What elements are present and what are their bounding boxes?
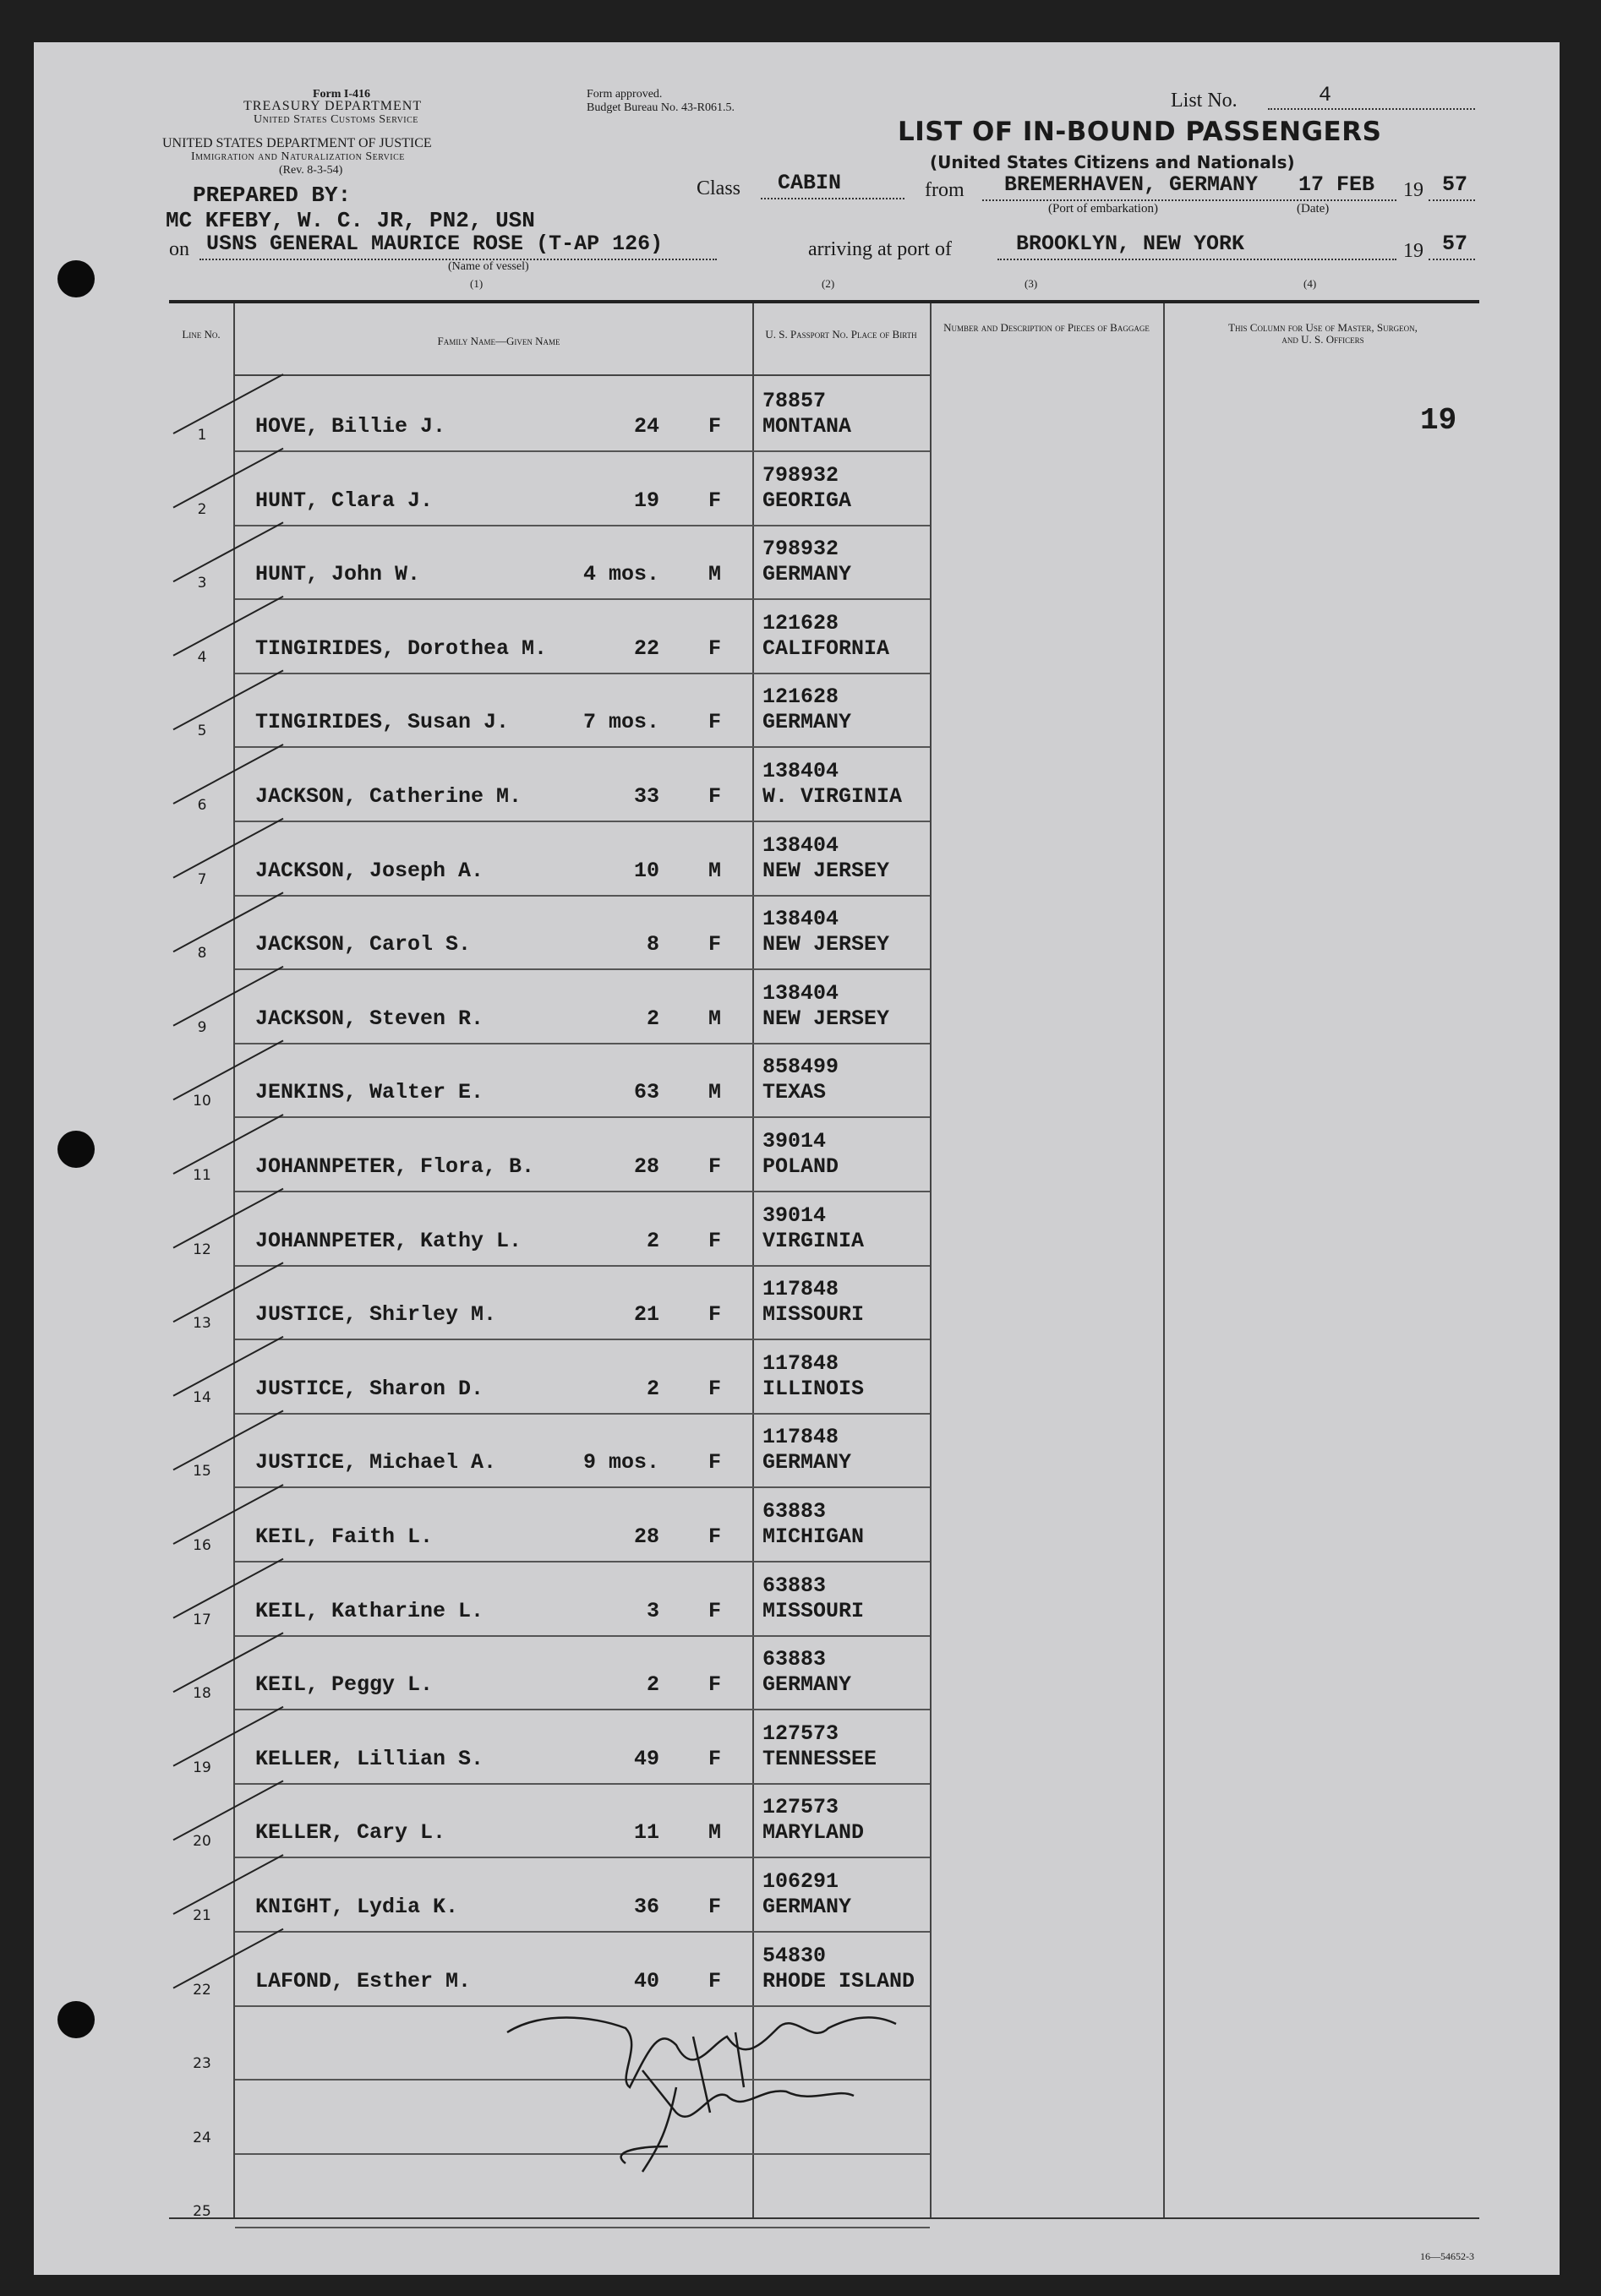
passenger-age: 4 mos. — [582, 562, 659, 587]
row-divider — [235, 2227, 930, 2228]
place-of-birth: GEORIGA — [762, 488, 852, 513]
passport-number: 798932 — [762, 462, 839, 488]
passport-number: 117848 — [762, 1425, 839, 1450]
line-number: 10 — [193, 1093, 211, 1110]
table-row — [169, 970, 1479, 1044]
customs-service: United States Customs Service — [254, 113, 418, 126]
passenger-name: LAFOND, Esther M. — [255, 1968, 472, 1993]
punch-hole — [57, 2001, 95, 2038]
preparer-name: MC KFEBY, W. C. JR, PN2, USN — [166, 208, 535, 233]
vessel-name: USNS GENERAL MAURICE ROSE (T-AP 126) — [206, 232, 664, 256]
place-of-birth: MICHIGAN — [762, 1524, 865, 1549]
passport-number: 39014 — [762, 1203, 827, 1228]
passenger-sex: F — [708, 1895, 722, 1919]
passenger-age: 49 — [633, 1746, 659, 1771]
list-no-line — [1268, 108, 1475, 110]
passenger-sex: F — [708, 635, 722, 661]
date-caption: (Date) — [1297, 202, 1330, 215]
passenger-sex: F — [708, 1524, 722, 1549]
passenger-name: JOHANNPETER, Flora, B. — [255, 1154, 535, 1179]
passenger-name: KELLER, Lillian S. — [255, 1746, 484, 1771]
line-number: 6 — [197, 797, 207, 814]
header-passport: U. S. Passport No. Place of Birth — [765, 328, 917, 341]
year-prefix: 19 — [1403, 179, 1423, 201]
table-row — [169, 1933, 1479, 2007]
revision: (Rev. 8-3-54) — [279, 164, 343, 177]
line-number: 20 — [193, 1833, 211, 1851]
arrival-year-prefix: 19 — [1403, 240, 1423, 262]
form-subtitle: (United States Citizens and Nationals) — [930, 152, 1295, 172]
place-of-birth: TENNESSEE — [762, 1746, 877, 1771]
passenger-age: 40 — [633, 1968, 659, 1993]
col-number-2: (2) — [822, 277, 835, 290]
header-baggage: Number and Description of Pieces of Baggage — [943, 321, 1150, 334]
passenger-age: 28 — [633, 1154, 659, 1179]
passport-number: 63883 — [762, 1573, 827, 1598]
place-of-birth: POLAND — [762, 1154, 839, 1179]
passenger-sex: F — [708, 1450, 722, 1475]
place-of-birth: RHODE ISLAND — [762, 1968, 915, 1993]
line-number: 23 — [193, 2055, 211, 2073]
departure-date: 17 FEB — [1298, 172, 1375, 197]
table-row — [169, 2081, 1479, 2155]
table-row — [169, 748, 1479, 822]
passport-number: 121628 — [762, 684, 839, 710]
punch-hole — [57, 260, 95, 297]
passport-number: 63883 — [762, 1647, 827, 1672]
table-row — [169, 896, 1479, 970]
passenger-sex: F — [708, 1302, 722, 1328]
passenger-age: 28 — [633, 1524, 659, 1549]
place-of-birth: GERMANY — [762, 710, 852, 735]
passenger-name: HUNT, John W. — [255, 562, 421, 587]
passenger-age: 3 — [646, 1598, 659, 1623]
col-number-1: (1) — [470, 277, 484, 290]
passenger-name: JACKSON, Carol S. — [255, 932, 472, 957]
passport-number: 78857 — [762, 389, 827, 413]
year-value: 57 — [1442, 172, 1468, 197]
table-row — [169, 674, 1479, 748]
place-of-birth: NEW JERSEY — [762, 1006, 890, 1031]
table-row — [169, 1710, 1479, 1785]
passport-number: 127573 — [762, 1721, 839, 1746]
passport-number: 138404 — [762, 832, 839, 858]
passenger-age: 33 — [633, 784, 659, 809]
form-number: Form I-416 — [313, 88, 371, 101]
place-of-birth: NEW JERSEY — [762, 858, 890, 883]
passenger-name: JACKSON, Steven R. — [255, 1006, 484, 1031]
officer-count-mark: 19 — [1420, 403, 1457, 438]
line-number: 12 — [193, 1241, 211, 1258]
line-number: 21 — [193, 1907, 211, 1924]
class-value: CABIN — [778, 171, 842, 195]
passenger-age: 24 — [633, 414, 659, 439]
passport-number: 138404 — [762, 907, 839, 932]
passenger-name: JACKSON, Catherine M. — [255, 784, 522, 809]
line-number: 9 — [197, 1018, 207, 1036]
line-number: 16 — [193, 1537, 211, 1554]
passenger-name: JENKINS, Walter E. — [255, 1080, 484, 1105]
line-number: 17 — [193, 1611, 211, 1628]
line-number: 19 — [193, 1759, 211, 1776]
place-of-birth: ILLINOIS — [762, 1376, 865, 1401]
passenger-sex: F — [708, 414, 722, 439]
table-row — [169, 1192, 1479, 1267]
passport-number: 127573 — [762, 1795, 839, 1820]
table-row — [169, 526, 1479, 600]
port-arrival-line — [997, 259, 1396, 260]
passenger-sex: F — [708, 1598, 722, 1623]
class-label: Class — [697, 177, 741, 199]
line-number: 24 — [193, 2129, 211, 2146]
passenger-name: HUNT, Clara J. — [255, 488, 434, 513]
passport-number: 138404 — [762, 759, 839, 783]
from-label: from — [925, 179, 964, 201]
arrival-year-line — [1429, 259, 1475, 260]
passenger-sex: F — [708, 1746, 722, 1771]
place-of-birth: MARYLAND — [762, 1820, 865, 1846]
place-of-birth: GERMANY — [762, 1895, 852, 1919]
table-row — [169, 452, 1479, 526]
table-row — [169, 1414, 1479, 1488]
arriving-label: arriving at port of — [808, 238, 952, 260]
passenger-name: TINGIRIDES, Susan J. — [255, 710, 510, 735]
passenger-age: 7 mos. — [582, 710, 659, 735]
line-number: 22 — [193, 1981, 211, 1999]
line-number: 13 — [193, 1315, 211, 1333]
passenger-age: 19 — [633, 488, 659, 513]
place-of-birth: W. VIRGINIA — [762, 784, 903, 809]
place-of-birth: TEXAS — [762, 1080, 827, 1105]
port-embark-line — [982, 199, 1396, 201]
punch-hole — [57, 1131, 95, 1168]
passport-number: 798932 — [762, 537, 839, 562]
ins: Immigration and Naturalization Service — [191, 150, 405, 163]
line-number: 25 — [193, 2203, 211, 2221]
treasury-dept: TREASURY DEPARTMENT — [243, 99, 423, 113]
passport-number: 121628 — [762, 610, 839, 635]
line-number: 8 — [197, 945, 207, 963]
table-row — [169, 1488, 1479, 1562]
line-number: 5 — [197, 723, 207, 740]
passport-number: 117848 — [762, 1277, 839, 1302]
passenger-age: 2 — [646, 1228, 659, 1253]
passenger-sex: F — [708, 1376, 722, 1401]
passenger-age: 11 — [633, 1820, 659, 1846]
port-arrival-value: BROOKLYN, NEW YORK — [1016, 232, 1245, 256]
passenger-age: 36 — [633, 1895, 659, 1919]
line-number: 18 — [193, 1685, 211, 1703]
table-row — [169, 1340, 1479, 1415]
passenger-sex: F — [708, 932, 722, 957]
table-row — [169, 1636, 1479, 1710]
passenger-sex: F — [708, 1228, 722, 1253]
passenger-age: 2 — [646, 1376, 659, 1401]
place-of-birth: CALIFORNIA — [762, 635, 890, 661]
passenger-name: JOHANNPETER, Kathy L. — [255, 1228, 522, 1253]
passenger-age: 9 mos. — [582, 1450, 659, 1475]
place-of-birth: MISSOURI — [762, 1302, 865, 1328]
header-name: Family Name—Given Name — [437, 335, 560, 347]
place-of-birth: GERMANY — [762, 562, 852, 587]
place-of-birth: GERMANY — [762, 1672, 852, 1698]
port-embark-caption: (Port of embarkation) — [1048, 202, 1158, 215]
passport-number: 117848 — [762, 1350, 839, 1376]
passenger-name: KELLER, Cary L. — [255, 1820, 446, 1846]
table-row — [169, 2006, 1479, 2081]
passenger-name: JACKSON, Joseph A. — [255, 858, 484, 883]
passenger-sex: M — [708, 858, 722, 883]
place-of-birth: NEW JERSEY — [762, 932, 890, 957]
line-number: 7 — [197, 870, 207, 888]
passenger-sex: F — [708, 488, 722, 513]
passenger-sex: F — [708, 1672, 722, 1698]
place-of-birth: MONTANA — [762, 414, 852, 439]
line-number: 3 — [197, 575, 207, 592]
line-number: 2 — [197, 500, 207, 518]
passenger-name: KEIL, Katharine L. — [255, 1598, 484, 1623]
passenger-age: 21 — [633, 1302, 659, 1328]
col-number-3: (3) — [1025, 277, 1038, 290]
line-number: 4 — [197, 648, 207, 666]
passenger-sex: M — [708, 1006, 722, 1031]
arrival-year-value: 57 — [1442, 232, 1468, 256]
on-label: on — [169, 238, 189, 260]
table-row — [169, 1858, 1479, 1933]
port-embark-value: BREMERHAVEN, GERMANY — [1004, 172, 1259, 197]
justice-dept: UNITED STATES DEPARTMENT OF JUSTICE — [162, 136, 432, 150]
vessel-caption: (Name of vessel) — [448, 260, 529, 273]
header-divider — [235, 374, 930, 376]
place-of-birth: GERMANY — [762, 1450, 852, 1475]
list-no-label: List No. — [1171, 90, 1238, 112]
passenger-name: JUSTICE, Shirley M. — [255, 1302, 497, 1328]
passport-number: 106291 — [762, 1869, 839, 1894]
table-row — [169, 1784, 1479, 1858]
passenger-name: KNIGHT, Lydia K. — [255, 1895, 459, 1919]
place-of-birth: MISSOURI — [762, 1598, 865, 1623]
passenger-name: JUSTICE, Sharon D. — [255, 1376, 484, 1401]
passenger-age: 22 — [633, 635, 659, 661]
passenger-age: 8 — [646, 932, 659, 957]
passenger-name: HOVE, Billie J. — [255, 414, 446, 439]
class-line — [761, 198, 904, 199]
passport-number: 63883 — [762, 1499, 827, 1524]
line-number: 1 — [197, 427, 207, 444]
passenger-sex: M — [708, 562, 722, 587]
table-row — [169, 822, 1479, 897]
passenger-age: 10 — [633, 858, 659, 883]
header-line-no: Line No. — [182, 328, 221, 341]
passenger-name: TINGIRIDES, Dorothea M. — [255, 635, 548, 661]
passenger-age: 2 — [646, 1006, 659, 1031]
table-row — [169, 1118, 1479, 1192]
table-row — [169, 1044, 1479, 1118]
passenger-age: 2 — [646, 1672, 659, 1698]
line-number: 11 — [193, 1167, 211, 1184]
passenger-sex: F — [708, 1154, 722, 1179]
passport-number: 54830 — [762, 1943, 827, 1968]
form-title: LIST OF IN-BOUND PASSENGERS — [898, 117, 1382, 147]
passenger-name: JUSTICE, Michael A. — [255, 1450, 497, 1475]
year-line — [1429, 199, 1475, 201]
passenger-name: KEIL, Peggy L. — [255, 1672, 434, 1698]
table-row — [169, 600, 1479, 674]
passenger-sex: M — [708, 1080, 722, 1105]
passport-number: 138404 — [762, 980, 839, 1006]
header-officers: This Column for Use of Master, Surgeon, and U. S. Officers — [1228, 321, 1418, 346]
prepared-by-label: PREPARED BY: — [193, 183, 352, 208]
col-number-4: (4) — [1303, 277, 1317, 290]
form-approved: Form approved. — [587, 88, 663, 101]
line-number: 14 — [193, 1388, 211, 1406]
passenger-sex: F — [708, 784, 722, 809]
passport-number: 858499 — [762, 1055, 839, 1080]
passenger-sex: F — [708, 710, 722, 735]
passenger-name: KEIL, Faith L. — [255, 1524, 434, 1549]
passenger-age: 63 — [633, 1080, 659, 1105]
table-row — [169, 378, 1479, 452]
passenger-sex: F — [708, 1968, 722, 1993]
printer-code: 16—54652-3 — [1420, 2250, 1474, 2262]
passenger-sex: M — [708, 1820, 722, 1846]
table-row — [169, 2154, 1479, 2228]
table-row — [169, 1266, 1479, 1340]
list-no-value: 4 — [1319, 83, 1332, 107]
line-number: 15 — [193, 1463, 211, 1481]
place-of-birth: VIRGINIA — [762, 1228, 865, 1253]
table-row — [169, 1562, 1479, 1637]
passport-number: 39014 — [762, 1129, 827, 1153]
passenger-table — [169, 300, 1479, 2219]
budget-bureau: Budget Bureau No. 43-R061.5. — [587, 101, 735, 114]
